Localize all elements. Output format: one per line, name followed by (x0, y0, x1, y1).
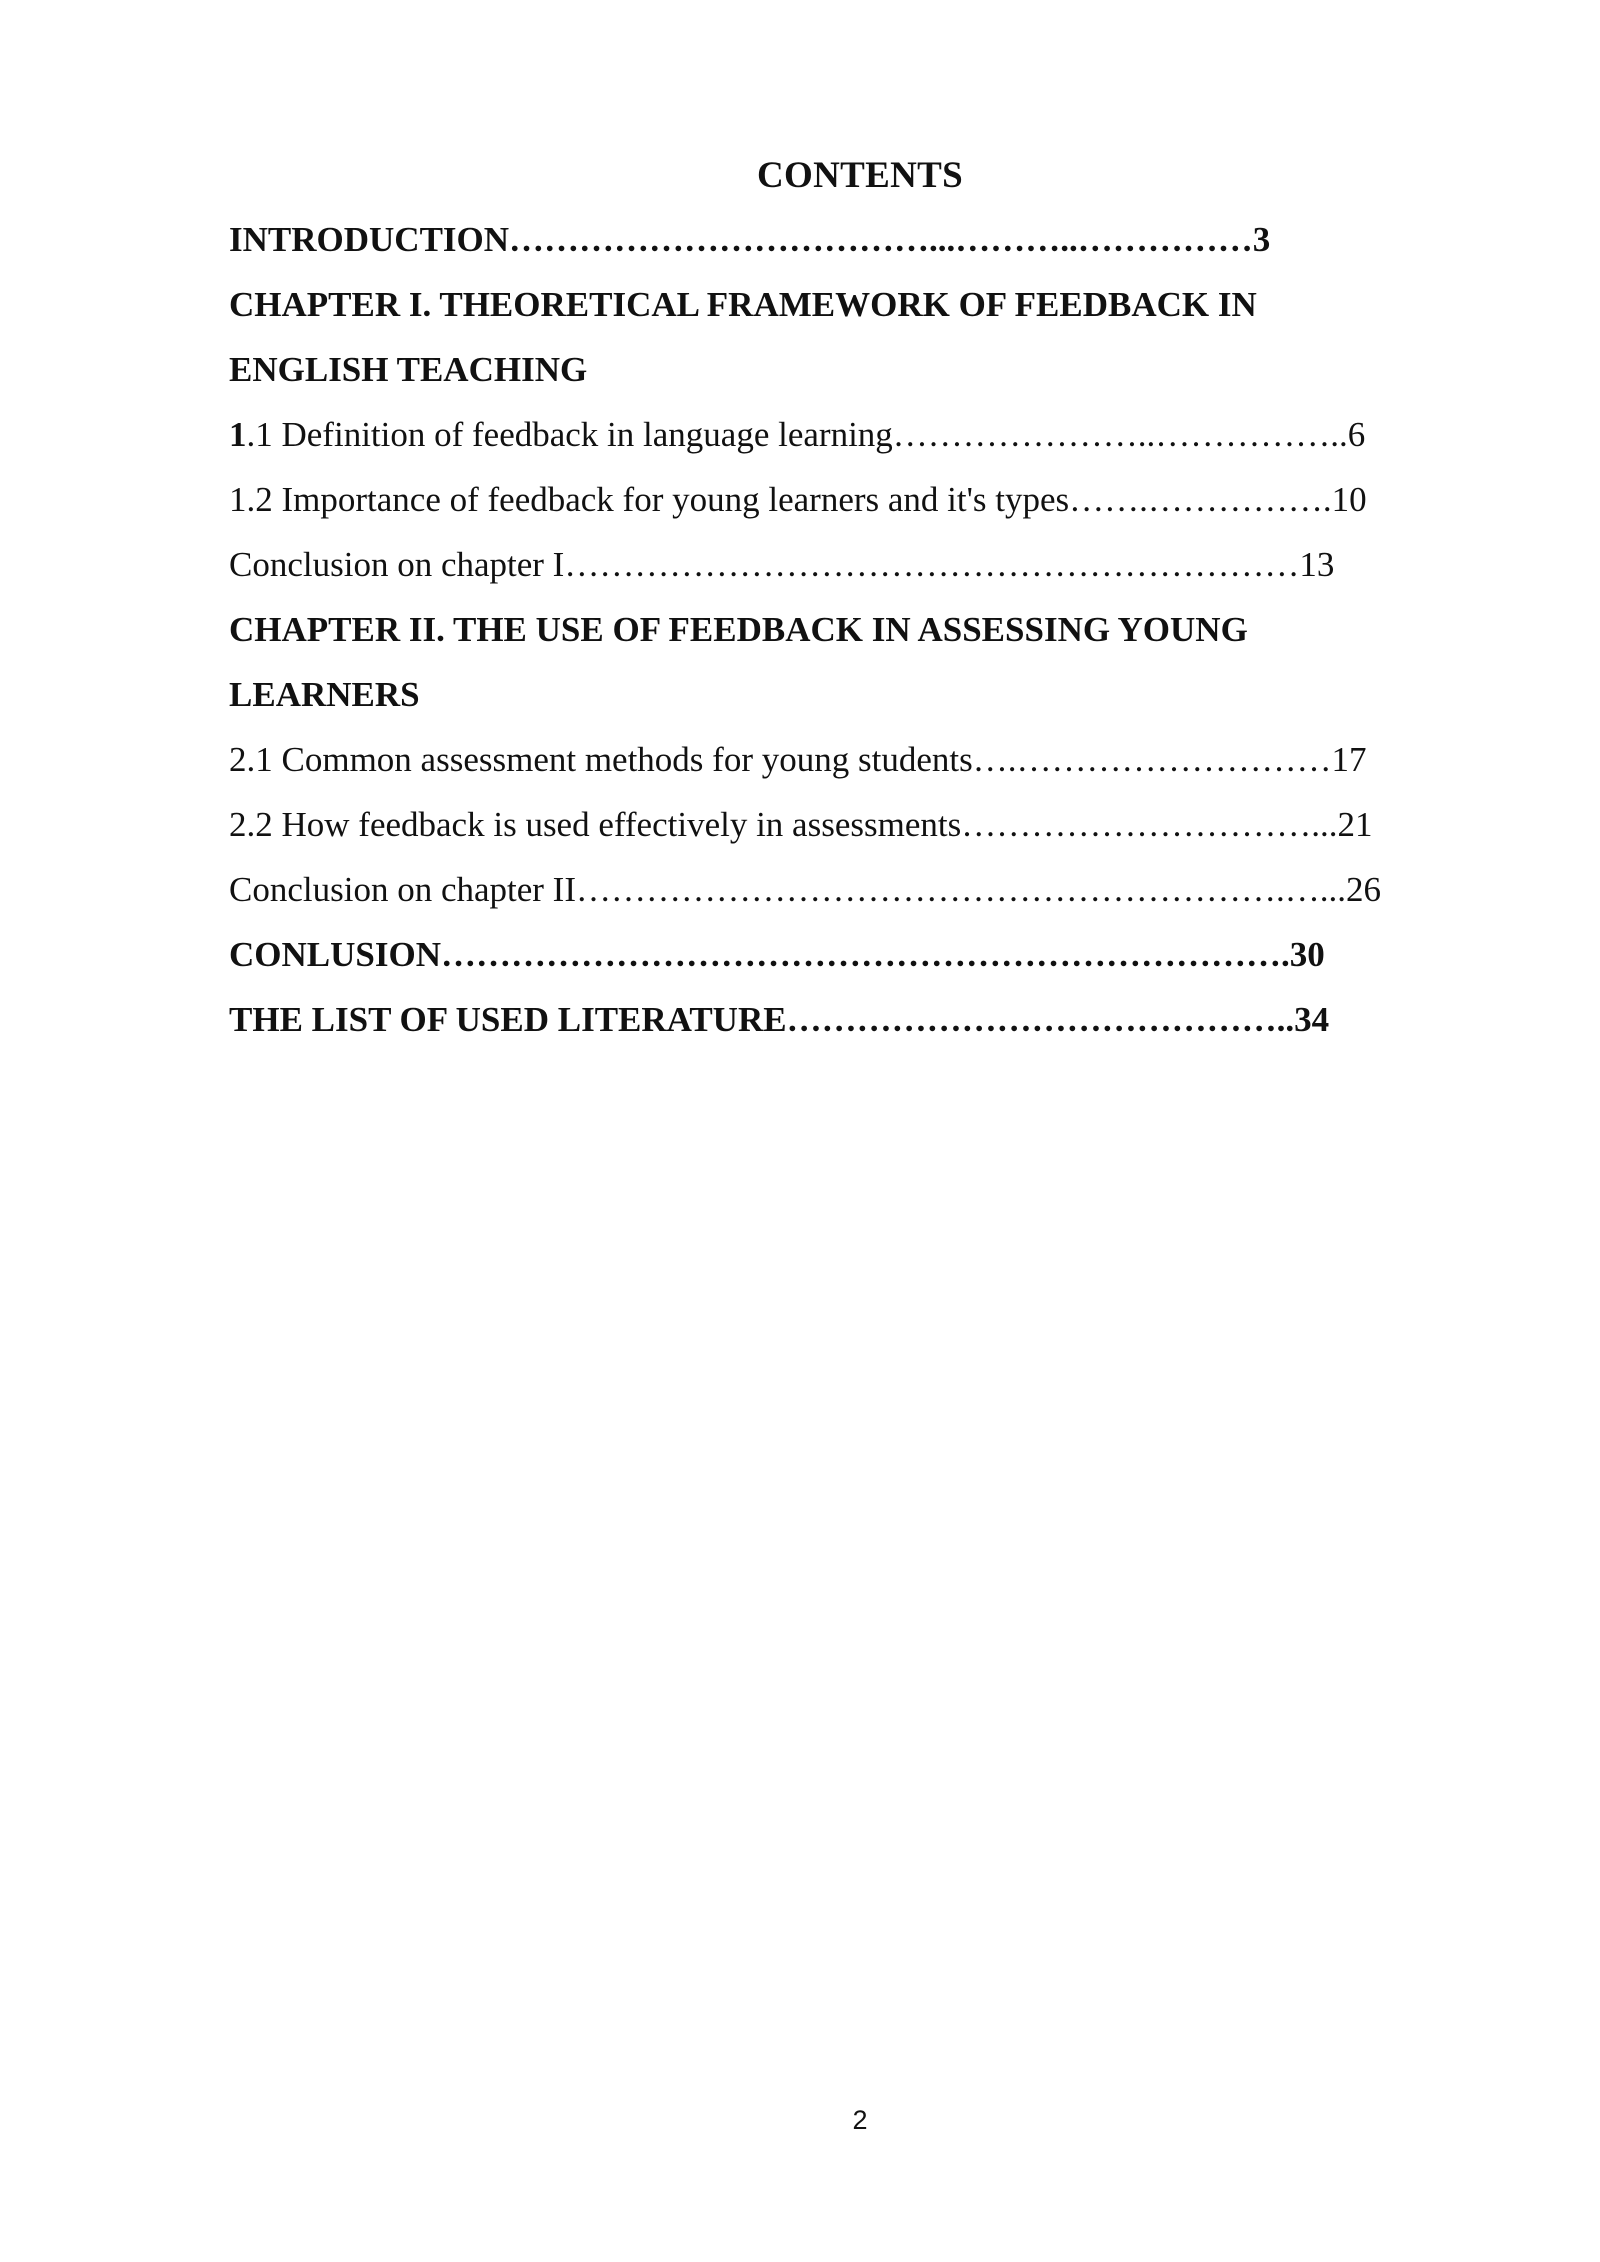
toc-entry-text: CONLUSION……………………………………………………………….30 (229, 935, 1325, 974)
toc-entry-chapter-1-heading-continued (229, 342, 1459, 407)
toc-entry-chapter-2-heading-continued (229, 667, 1459, 732)
page-number: 2 (852, 2105, 868, 2135)
toc-entry-text: 1.2 Importance of feedback for young learners and it's types…….…………….10 (229, 480, 1367, 519)
toc-entry-introduction (229, 212, 1459, 277)
toc-entry-text: Conclusion on chapter I………………………………………………………13 (229, 545, 1335, 584)
toc-entry-section-2-1 (229, 732, 1459, 797)
toc-entry-conclusion-chapter-1 (229, 537, 1459, 602)
toc-entry-section-2-2 (229, 797, 1459, 862)
toc-entry-text: ENGLISH TEACHING (229, 350, 588, 389)
toc-entry-literature (229, 992, 1459, 1057)
toc-entry-text: 2.1 Common assessment methods for young students….………………………17 (229, 740, 1367, 779)
toc-entry-section-1-1 (229, 407, 1459, 472)
toc-entry-section-1-2 (229, 472, 1459, 537)
table-of-contents (229, 212, 1459, 1057)
toc-entry-text: CHAPTER II. THE USE OF FEEDBACK IN ASSESSING YOUNG (229, 610, 1248, 649)
toc-entry-text: .1 Definition of feedback in language learning…………………..……………..6 (246, 415, 1366, 454)
toc-entry-text: CHAPTER I. THEORETICAL FRAMEWORK OF FEEDBACK IN (229, 285, 1257, 324)
toc-entry-prefix: 1 (229, 415, 247, 454)
toc-entry-text: INTRODUCTION………………………………...………..……………3 (229, 220, 1271, 259)
toc-entry-text: THE LIST OF USED LITERATURE……………………………………..34 (229, 1000, 1330, 1039)
toc-entry-conclusion-chapter-2 (229, 862, 1459, 927)
toc-entry-text: 2.2 How feedback is used effectively in assessments…………………………...21 (229, 805, 1373, 844)
toc-entry-chapter-1-heading (229, 277, 1459, 342)
toc-entry-text: Conclusion on chapter II…………………………………………………….…...26 (229, 870, 1381, 909)
toc-entry-chapter-2-heading (229, 602, 1459, 667)
toc-entry-conclusion (229, 927, 1459, 992)
page-title: CONTENTS (757, 155, 963, 196)
toc-entry-text: LEARNERS (229, 675, 420, 714)
